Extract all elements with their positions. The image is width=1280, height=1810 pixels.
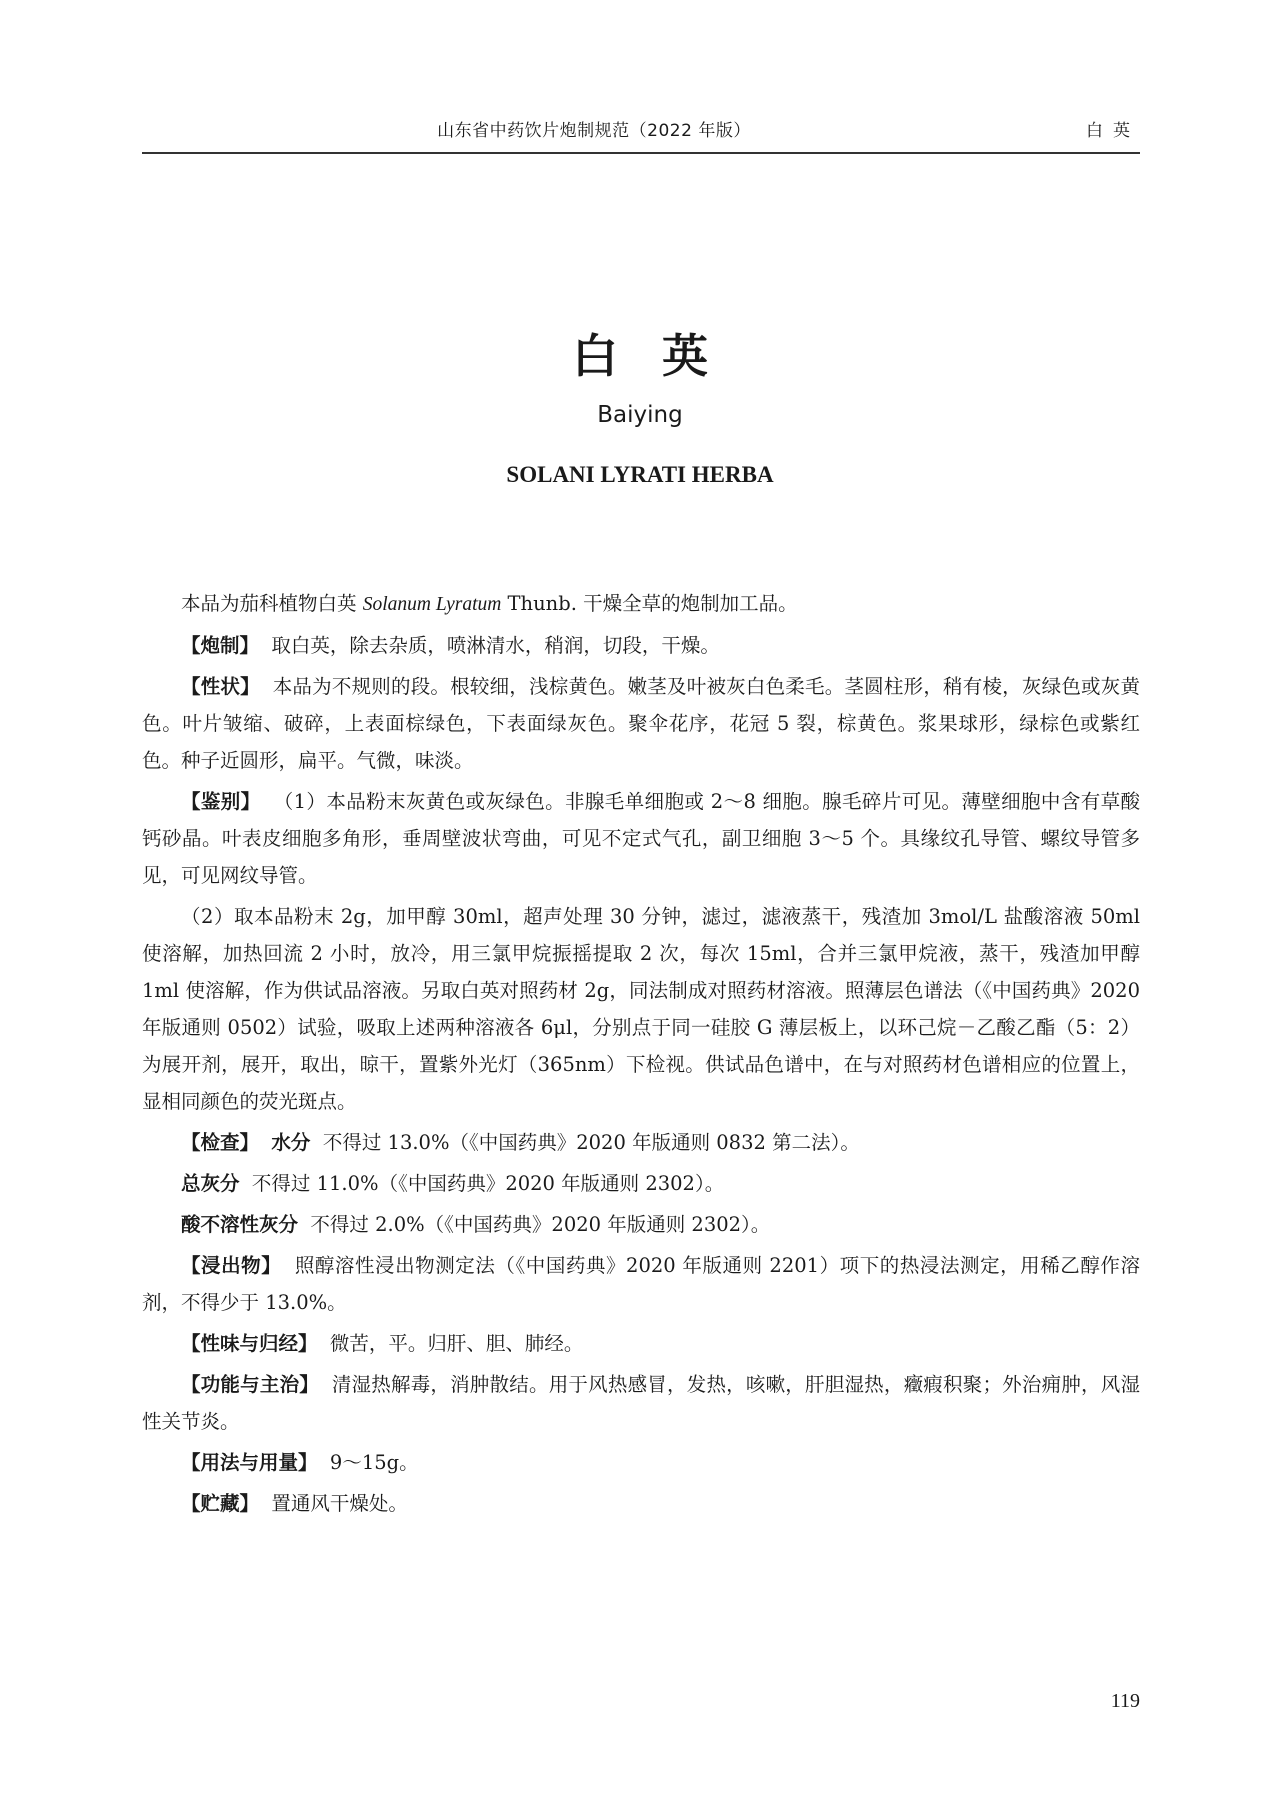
extract-label: 【浸出物】 — [181, 1254, 282, 1277]
description-text: 本品为不规则的段。根较细，浅棕黄色。嫩茎及叶被灰白色柔毛。茎圆柱形，稍有棱，灰绿色或灰黄色。叶片皱缩、破碎，上表面棕绿色，下表面绿灰色。聚伞花序，花冠 5 裂，棕黄色。浆果球形，绿棕色或紫红色。种子近圆形，扁平。气微，味淡。 — [142, 675, 1140, 772]
page-header — [142, 104, 1140, 154]
total-ash-row — [142, 1165, 1140, 1202]
inspection-section — [142, 1124, 1140, 1161]
species-name: Solanum Lyratum — [362, 594, 502, 615]
function-label: 【功能与主治】 — [181, 1373, 320, 1396]
processing-section — [142, 627, 1140, 664]
total-ash-label: 总灰分 — [181, 1172, 240, 1195]
description-section — [142, 668, 1140, 779]
identification-label: 【鉴别】 — [181, 790, 261, 813]
running-title: 白英 — [1086, 121, 1140, 141]
identification-item-2: （2）取本品粉末 2g，加甲醇 30ml，超声处理 30 分钟，滤过，滤液蒸干，残渣加 3mol/L 盐酸溶液 50ml 使溶解，加热回流 2 小时，放冷，用三氯甲烷振摇提取 2 次，每次 15ml，合并三氯甲烷液，蒸干，残渣加甲醇 1ml 使溶解，作为供试品溶液。另取白英对照药材 2g，同法制成对照药材溶液。照薄层色谱法（《中国药典》2020 年版通则 0502）试验，吸取上述两种溶液各 6μl，分别点于同一硅胶 G 薄层板上，以环己烷－乙酸乙酯（5：2）为展开剂，展开，取出，晾干，置紫外光灯（365nm）下检视。供试品色谱中，在与对照药材色谱相应的位置上，显相同颜色的荧光斑点。 — [142, 905, 1140, 1113]
storage-label: 【贮藏】 — [181, 1492, 260, 1515]
inspection-label: 【检查】 — [181, 1131, 260, 1154]
monograph-pinyin: Baiying — [597, 402, 683, 428]
water-text: 不得过 13.0%（《中国药典》2020 年版通则 0832 第二法）。 — [322, 1131, 860, 1154]
dosage-text: 9～15g。 — [329, 1451, 419, 1474]
identification-item-1: （1）本品粉末灰黄色或灰绿色。非腺毛单细胞或 2～8 细胞。腺毛碎片可见。薄壁细胞中含有草酸钙砂晶。叶表皮细胞多角形，垂周壁波状弯曲，可见不定式气孔，副卫细胞 3～5 个。具缘纹孔导管、螺纹导管多见，可见网纹导管。 — [142, 790, 1140, 887]
book-title: 山东省中药饮片炮制规范（2022 年版） — [437, 121, 751, 141]
monograph-title: 白英 — [572, 329, 752, 383]
description-label: 【性状】 — [181, 675, 260, 698]
extract-text: 照醇溶性浸出物测定法（《中国药典》2020 年版通则 2201）项下的热浸法测定，用稀乙醇作溶剂，不得少于 13.0%。 — [142, 1254, 1140, 1314]
extract-section — [142, 1247, 1140, 1321]
acid-ash-label: 酸不溶性灰分 — [181, 1213, 299, 1236]
source-paragraph: 本品为茄科植物白英 Solanum Lyratum Thunb. 干燥全草的炮制加工品。 — [181, 592, 798, 615]
identification-section — [142, 783, 1140, 894]
total-ash-text: 不得过 11.0%（《中国药典》2020 年版通则 2302）。 — [251, 1172, 725, 1195]
monograph-latin-name: SOLANI LYRATI HERBA — [506, 462, 774, 487]
nature-label: 【性味与归经】 — [181, 1332, 318, 1355]
function-text: 清湿热解毒，消肿散结。用于风热感冒，发热，咳嗽，肝胆湿热，癥瘕积聚；外治痈肿，风湿性关节炎。 — [142, 1373, 1140, 1433]
nature-text: 微苦，平。归肝、胆、肺经。 — [329, 1332, 584, 1355]
storage-section — [142, 1485, 1140, 1522]
acid-ash-row — [142, 1206, 1140, 1243]
processing-label: 【炮制】 — [181, 634, 260, 657]
acid-ash-text: 不得过 2.0%（《中国药典》2020 年版通则 2302）。 — [310, 1213, 771, 1236]
nature-section — [142, 1325, 1140, 1362]
page-number: 119 — [1110, 1690, 1140, 1712]
dosage-section — [142, 1444, 1140, 1481]
processing-text: 取白英，除去杂质，喷淋清水，稍润，切段，干燥。 — [271, 634, 720, 657]
water-label: 水分 — [271, 1131, 311, 1154]
function-section — [142, 1366, 1140, 1440]
storage-text: 置通风干燥处。 — [271, 1492, 408, 1515]
monograph-body — [142, 585, 1140, 1526]
dosage-label: 【用法与用量】 — [181, 1451, 318, 1474]
